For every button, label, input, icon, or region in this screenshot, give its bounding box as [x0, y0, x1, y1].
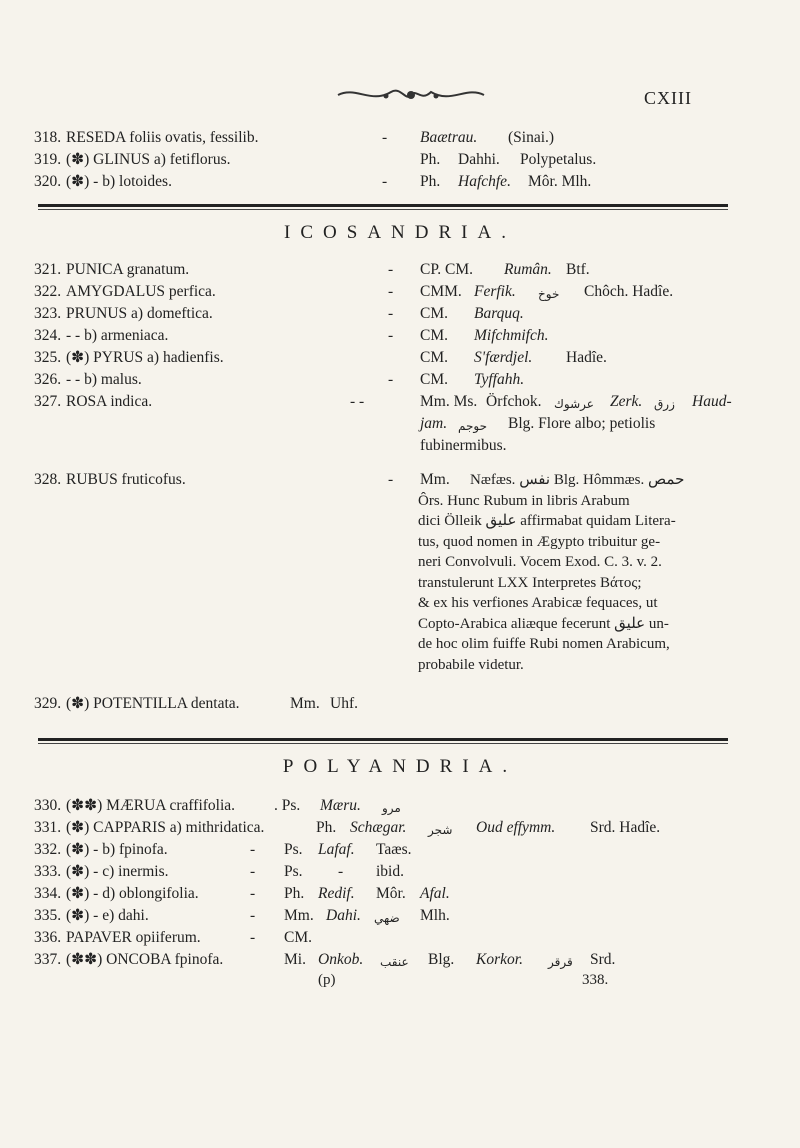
note-line: neri Convolvuli. Vocem Exod. C. 3. v. 2.	[418, 554, 662, 570]
locality: ibid.	[376, 863, 404, 880]
entry-number: 336.	[34, 929, 62, 946]
entry-number: 334.	[34, 885, 62, 902]
plant-name: PRUNUS a) domeftica.	[66, 305, 213, 322]
arabic-name: خوخ	[538, 287, 560, 301]
dash: -	[250, 841, 256, 858]
note-line: & ex his verfiones Arabicæ fequaces, ut	[418, 595, 658, 611]
source-code: CMM.	[420, 283, 462, 300]
locality: Môr.	[376, 885, 406, 902]
arabic-name: ضهي	[374, 911, 400, 925]
vernacular-name: Onkob.	[318, 951, 364, 968]
dash: -	[388, 327, 394, 344]
arabic-name: شجر	[428, 823, 453, 837]
arabic-name-3: حوجم	[458, 419, 488, 433]
vernacular-name-2: Afal.	[420, 885, 450, 902]
note-line: probabile videtur.	[418, 656, 524, 673]
page-number: CXIII	[644, 88, 692, 108]
locality: Mlh.	[420, 907, 450, 924]
locality: Môr. Mlh.	[528, 173, 592, 190]
source-code: Ph.	[316, 819, 337, 836]
dash: -	[388, 261, 394, 278]
dash: -	[250, 885, 256, 902]
source-code: Ph.	[284, 885, 305, 902]
dash: -	[250, 929, 256, 946]
section-rule	[38, 204, 728, 210]
entry-number: 329.	[34, 695, 62, 712]
locality-name: Oud effymm.	[476, 819, 556, 836]
dash: -	[382, 129, 388, 146]
entry-number: 331.	[34, 819, 62, 836]
source-code: Mm.	[284, 907, 314, 924]
vernacular-name: Baætrau.	[420, 129, 478, 146]
plant-name: AMYGDALUS perfica.	[66, 283, 216, 300]
plant-name: (✽) CAPPARIS a) mithridatica.	[66, 819, 265, 836]
entry-number: 321.	[34, 261, 62, 278]
rubus-note-body	[418, 491, 738, 676]
plant-name: (✽) - c) inermis.	[66, 863, 169, 880]
locality: (Sinai.)	[508, 129, 555, 146]
note-line: dici Ölleik عليق affirmabat quidam Litera-	[418, 513, 676, 529]
plant-name: (✽) - b) fpinofa.	[66, 841, 168, 858]
plant-name: (✽) - e) dahi.	[66, 907, 149, 924]
vernacular-name: Mæru.	[320, 797, 361, 814]
arabic-name: مرو	[382, 801, 401, 815]
entry-number: 318.	[34, 129, 62, 146]
plant-name: RUBUS fruticofus.	[66, 471, 186, 488]
vernacular-name: Hafchfe.	[458, 173, 511, 190]
printer-ornament	[336, 84, 486, 106]
entry-number: 335.	[34, 907, 62, 924]
entry-number: 327.	[34, 393, 62, 410]
note-line: Copto-Arabica aliæque fecerunt عليق un-	[418, 615, 669, 632]
source-code: Mm. Ms.	[420, 393, 478, 410]
source-code: Ps.	[284, 863, 303, 880]
plant-name: (✽) POTENTILLA dentata.	[66, 695, 240, 712]
section-heading-icosandria: ICOSANDRIA.	[284, 222, 516, 243]
section-rule	[38, 738, 728, 744]
ditto-mark: -	[338, 863, 344, 880]
entry-number: 323.	[34, 305, 62, 322]
source-code: CM.	[284, 929, 312, 946]
vernacular-name: Örfchok.	[486, 393, 542, 410]
rubus-note	[470, 470, 740, 491]
note-line: de hoc olim fuiffe Rubi nomen Arabicum,	[418, 636, 670, 652]
entry-number: 328.	[34, 471, 62, 488]
source-code: CM.	[420, 371, 448, 388]
vernacular-name: Lafaf.	[318, 841, 355, 858]
entry-number: 333.	[34, 863, 62, 880]
plant-name: (✽✽) ONCOBA fpinofa.	[66, 951, 224, 968]
source-code: Mm.	[290, 695, 320, 712]
vernacular-name: S'færdjel.	[474, 349, 533, 366]
source-code: . Ps.	[274, 797, 301, 814]
plant-name: (✽) - d) oblongifolia.	[66, 885, 199, 902]
plant-name: PUNICA granatum.	[66, 261, 190, 278]
dash: - -	[350, 393, 365, 410]
source-code: Mi.	[284, 951, 306, 968]
signature-mark: (p)	[318, 972, 336, 988]
source-code: CP. CM.	[420, 261, 473, 278]
locality: Blg.	[428, 951, 455, 968]
entry-number: 324.	[34, 327, 62, 344]
source-code: Mm.	[420, 471, 450, 488]
vernacular-name: Uhf.	[330, 695, 358, 712]
note-line: Næfæs. نفس Blg. Hômmæs. حمص	[470, 472, 685, 488]
dash: -	[250, 907, 256, 924]
entry-number: 337.	[34, 951, 62, 968]
vernacular-name-2: Zerk.	[610, 393, 643, 410]
dash: -	[250, 863, 256, 880]
note-text: fubinermibus.	[420, 437, 507, 454]
source-code: Ph.	[420, 151, 441, 168]
source-code: CM.	[420, 349, 448, 366]
vernacular-name: Rumân.	[504, 261, 552, 278]
entry-number: 319.	[34, 151, 62, 168]
plant-name: (✽) PYRUS a) hadienfis.	[66, 349, 224, 366]
vernacular-name: Dahhi.	[458, 151, 500, 168]
dash: -	[388, 471, 394, 488]
vernacular-name: Barquq.	[474, 305, 524, 322]
entry-number: 320.	[34, 173, 62, 190]
locality-2: Srd.	[590, 951, 616, 968]
plant-name: RESEDA foliis ovatis, fessilib.	[66, 129, 259, 146]
vernacular-name-continued: jam.	[420, 415, 448, 432]
vernacular-name: Tyffahh.	[474, 371, 525, 388]
locality: Btf.	[566, 261, 590, 278]
dash: -	[388, 371, 394, 388]
vernacular-name: Dahi.	[326, 907, 361, 924]
catchword: 338.	[582, 972, 609, 988]
plant-name: PAPAVER opiiferum.	[66, 929, 201, 946]
arabic-name: عنقب	[380, 955, 409, 969]
plant-name: ROSA indica.	[66, 393, 153, 410]
locality: Taæs.	[376, 841, 412, 858]
plant-name: (✽✽) MÆRUA craffifolia.	[66, 797, 236, 814]
locality: Srd. Hadîe.	[590, 819, 661, 836]
entry-number: 332.	[34, 841, 62, 858]
arabic-name-2: قرقر	[548, 955, 573, 969]
note-line: tus, quod nomen in Ægypto tribuitur ge-	[418, 533, 661, 550]
vernacular-name: Redif.	[318, 885, 355, 902]
source-code: Ps.	[284, 841, 303, 858]
dash: -	[382, 173, 388, 190]
plant-name: - - b) malus.	[66, 371, 142, 388]
vernacular-name: Schægar.	[350, 819, 407, 836]
note-line: Ôrs. Hunc Rubum in libris Arabum	[418, 492, 630, 509]
note-text: Blg. Flore albo; petiolis	[508, 415, 656, 432]
plant-name: - - b) armeniaca.	[66, 327, 169, 344]
vernacular-name: Ferfik.	[474, 283, 516, 300]
entry-number: 325.	[34, 349, 62, 366]
vernacular-name-3: Haud-	[692, 393, 732, 410]
source-code: Ph.	[420, 173, 441, 190]
plant-name: (✽) - b) lotoides.	[66, 173, 172, 190]
locality: Polypetalus.	[520, 151, 597, 168]
source-code: CM.	[420, 305, 448, 322]
vernacular-name: Mifchmifch.	[474, 327, 549, 344]
locality: Chôch. Hadîe.	[584, 283, 674, 300]
entry-number: 322.	[34, 283, 62, 300]
entry-number: 330.	[34, 797, 62, 814]
arabic-name: عرشوك	[554, 397, 594, 411]
note-line: transtulerunt LXX Interpretes Βάτος;	[418, 574, 642, 591]
vernacular-name-2: Korkor.	[476, 951, 523, 968]
dash: -	[388, 305, 394, 322]
plant-name: (✽) GLINUS a) fetiflorus.	[66, 151, 231, 168]
source-code: CM.	[420, 327, 448, 344]
locality: Hadîe.	[566, 349, 607, 366]
section-heading-polyandria: POLYANDRIA.	[282, 756, 518, 777]
arabic-name-2: زرق	[654, 397, 675, 411]
dash: -	[388, 283, 394, 300]
entry-number: 326.	[34, 371, 62, 388]
